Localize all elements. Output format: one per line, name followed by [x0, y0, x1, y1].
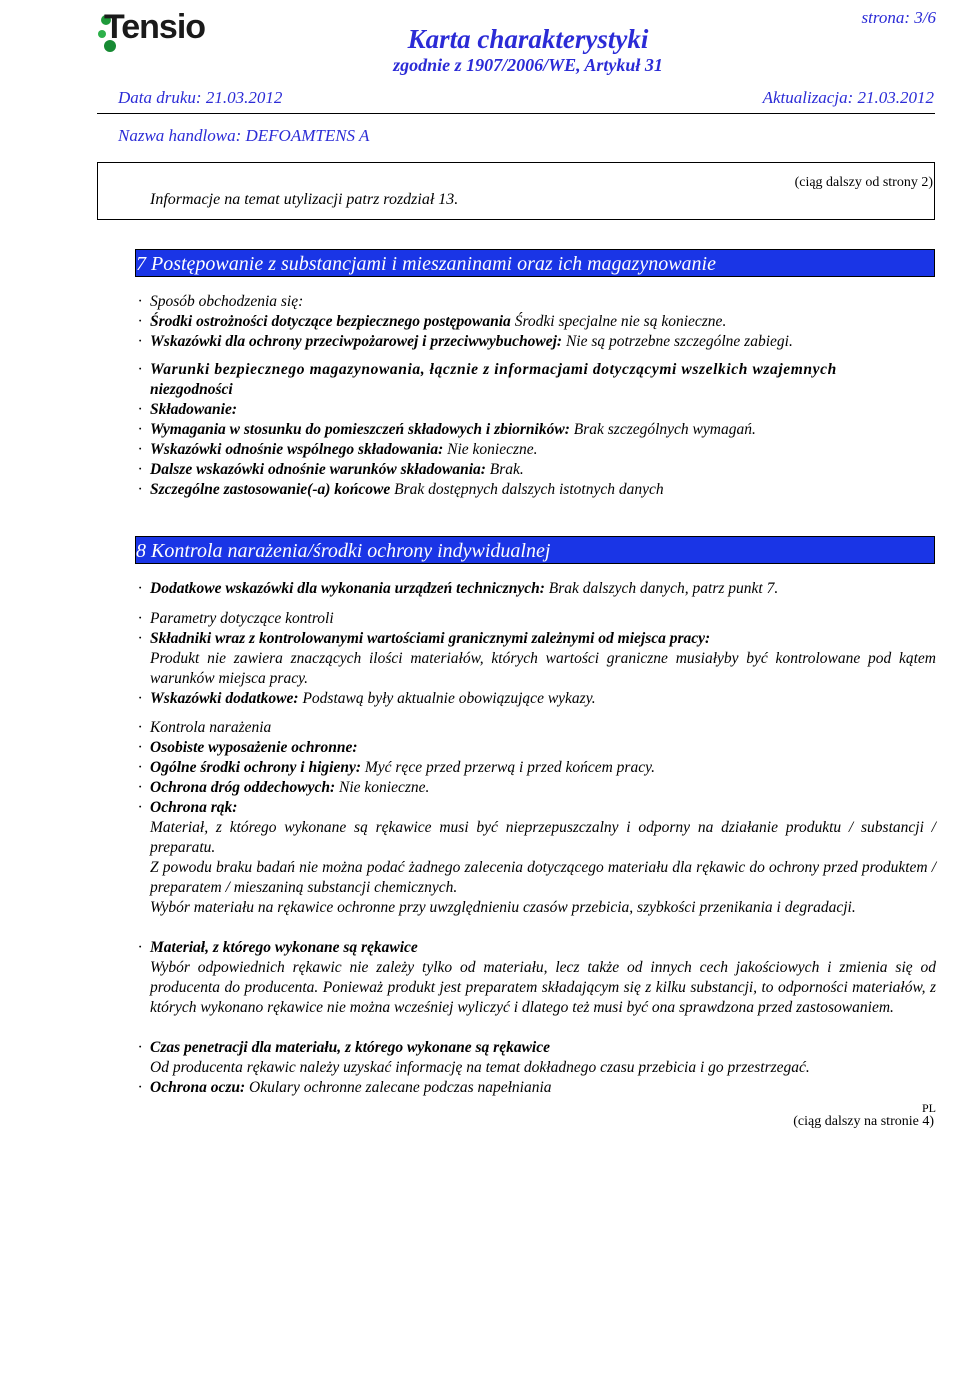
s7-line-further: · Dalsze wskazówki odnośnie warunków składowania: Brak. — [138, 461, 524, 478]
s8-line-respiratory: · Ochrona dróg oddechowych: Nie konieczne. — [138, 779, 430, 796]
s7-line-end-use: · Szczególne zastosowanie(-a) końcowe Brak dostępnych dalszych istotnych danych — [138, 481, 664, 498]
s8-line-technical: · Dodatkowe wskazówki dla wykonania urządzeń technicznych: Brak dalszych danych, patrz punkt 7. — [138, 580, 779, 597]
document-title: Karta charakterystyki — [407, 24, 649, 54]
s8-line-hygiene: · Ogólne środki ochrony i higieny: Myć ręce przed przerwą i przed końcem pracy. — [138, 759, 655, 776]
disposal-info: Informacje na temat utylizacji patrz rozdział 13. — [150, 191, 459, 208]
logo: Tensio — [104, 8, 206, 46]
section-8-header: 8 Kontrola narażenia/środki ochrony indywidualnej — [135, 536, 935, 564]
language-code: PL — [921, 1101, 936, 1115]
s8-line-hands: · Ochrona rąk: — [138, 799, 238, 816]
header-divider — [97, 113, 935, 114]
page-number: strona: 3/6 — [861, 8, 936, 27]
s8-line-eyes: · Ochrona oczu: Okulary ochronne zalecane podczas napełniania — [138, 1079, 552, 1096]
s7-line-rooms: · Wymagania w stosunku do pomieszczeń składowych i zbiorników: Brak szczególnych wymagań. — [138, 421, 756, 438]
update-date: Aktualizacja: 21.03.2012 — [762, 88, 934, 107]
print-date: Data druku: 21.03.2012 — [118, 88, 283, 107]
s7-line-fire: · Wskazówki dla ochrony przeciwpożarowej i przeciwwybuchowej: Nie są potrzebne szczególne zabiegi. — [138, 333, 793, 350]
section-7-header: 7 Postępowanie z substancjami i mieszaninami oraz ich magazynowanie — [135, 249, 935, 277]
s8-line-additional: · Wskazówki dodatkowe: Podstawą były aktualnie obowiązujące wykazy. — [138, 690, 596, 707]
s7-line-storage: · Składowanie: — [138, 401, 237, 418]
s8-line-components: · Składniki wraz z kontrolowanymi wartościami granicznymi zależnymi od miejsca pracy: — [138, 630, 711, 647]
continued-from-note: (ciąg dalszy od strony 2) — [794, 175, 933, 190]
document-subtitle: zgodnie z 1907/2006/WE, Artykuł 31 — [393, 55, 663, 75]
trade-name: Nazwa handlowa: DEFOAMTENS A — [118, 126, 370, 145]
continued-to-note: (ciąg dalszy na stronie 4) — [793, 1114, 934, 1129]
s8-material-text: Wybór odpowiednich rękawic nie zależy tylko od materiału, lecz także od innych cech jakościowych i zmienia się od producenta do producenta. Ponieważ produkt jest preparatem składającym się z kilku substancji, to odporności materiałów, z których wykonano rękawice nie można wcześniej wyliczyć i dlatego też musi być ona sprawdzona przed zastosowaniem. — [150, 959, 936, 1016]
s8-line-penetration: · Czas penetracji dla materiału, z którego wykonane są rękawice — [138, 1039, 550, 1056]
s8-components-text: Produkt nie zawiera znaczących ilości materiałów, których wartości graniczne musiałyby być kontrolowane pod kątem warunków miejsca pracy. — [150, 650, 936, 687]
s7-line-incompatibilities: niezgodności — [150, 381, 233, 398]
s8-line-exposure-control: · Kontrola narażenia — [138, 719, 272, 736]
s7-line-precautions: · Środki ostrożności dotyczące bezpiecznego postępowania Środki specjalne nie są konieczne. — [138, 313, 727, 330]
s7-line-handling: · Sposób obchodzenia się: — [138, 293, 304, 310]
s8-line-ppe: · Osobiste wyposażenie ochronne: — [138, 739, 358, 756]
s8-line-parameters: · Parametry dotyczące kontroli — [138, 610, 334, 627]
s8-hands-p3: Wybór materiału na rękawice ochronne przy uwzględnieniu czasów przebicia, szybkości przenikania i degradacji. — [150, 899, 856, 916]
s8-line-glove-material: · Materiał, z którego wykonane są rękawice — [138, 939, 418, 956]
s7-line-joint-storage: · Wskazówki odnośnie wspólnego składowania: Nie konieczne. — [138, 441, 538, 458]
s8-penetration-text: Od producenta rękawic należy uzyskać informację na temat dokładnego czasu przebicia i go przestrzegać. — [150, 1059, 810, 1076]
s8-hands-p2: Z powodu braku badań nie można podać żadnego zalecenia dotyczącego materiału dla rękawic do ochrony przed produktem / preparatem / mieszaniną substancji chemicznych. — [150, 859, 936, 896]
s8-hands-p1: Materiał, z którego wykonane są rękawice musi być nieprzepuszczalny i odporny na działanie produktu / substancji / preparatu. — [150, 819, 936, 856]
s7-line-storage-conditions: · Warunki bezpiecznego magazynowania, łącznie z informacjami dotyczącymi wszelkich wzajemnych — [138, 361, 837, 378]
